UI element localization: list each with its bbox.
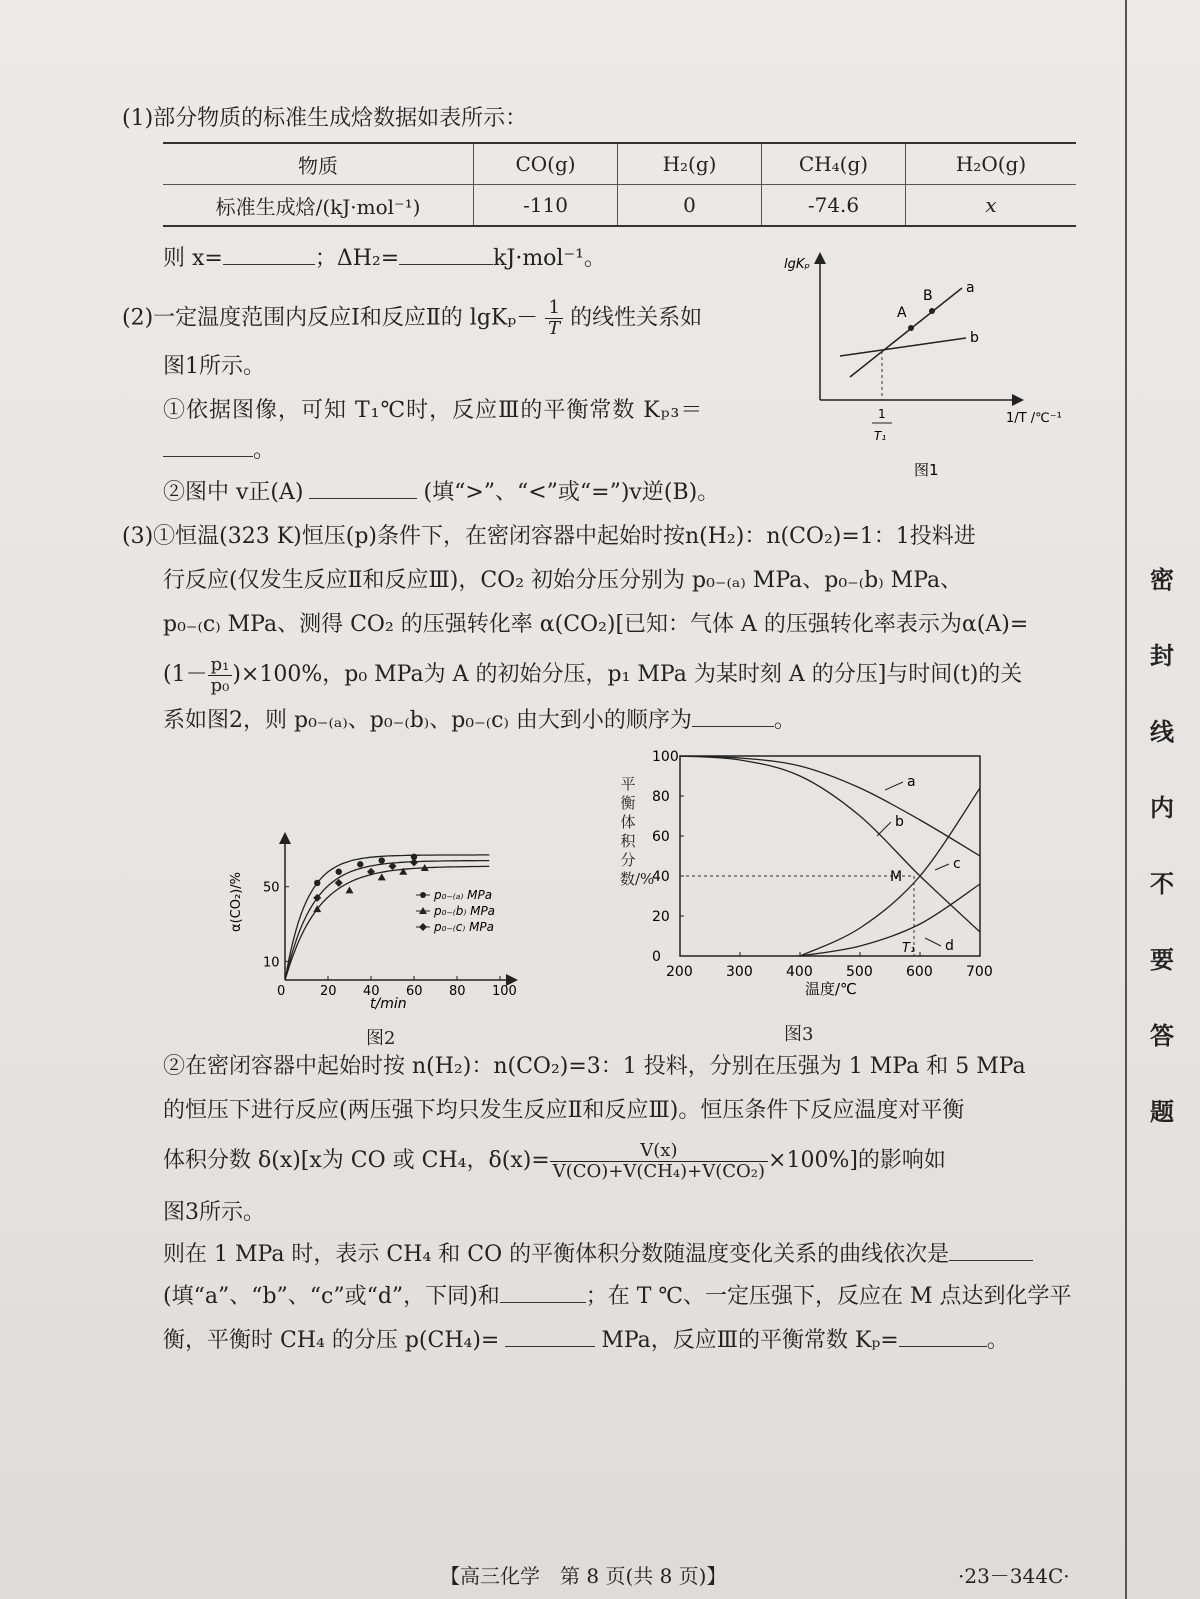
table-header-cell: 物质 — [163, 143, 474, 185]
q2-line1-text: (2)一定温度范围内反应Ⅰ和反应Ⅱ的 lgKₚ－ — [122, 305, 539, 331]
fig2-point — [357, 861, 363, 867]
q1-answer-unit: kJ·mol⁻¹。 — [493, 246, 606, 271]
legend-item-c: p₀₋₍c₎ MPa — [434, 920, 495, 934]
table-header-row — [163, 143, 1076, 185]
table-header-cell: H₂(g) — [618, 143, 762, 185]
table-header-cell: CO(g) — [474, 143, 618, 185]
enthalpy-table — [163, 142, 1076, 227]
fig3-label-arrow — [925, 938, 941, 946]
q3-p2-line3-right: ×100%]的影响如 — [768, 1148, 946, 1173]
fig1-line-a — [850, 288, 962, 377]
one-over-t-fraction — [545, 298, 563, 339]
fig3-y-tick-label: 20 — [652, 909, 670, 925]
legend-item-a: p₀₋₍ₐ₎ MPa — [434, 888, 493, 902]
q1-intro: (1)部分物质的标准生成焓数据如表所示： — [122, 106, 528, 131]
table-header-cell: CH₄(g) — [762, 143, 906, 185]
fig2-x-label: t/min — [370, 996, 407, 1012]
q1-answer-dh-label: ；ΔH₂= — [314, 246, 400, 271]
answer-blank-dh2[interactable] — [399, 244, 493, 265]
q3-p2-line6 — [163, 1282, 1072, 1312]
answer-blank-order[interactable] — [692, 706, 774, 727]
fig1-caption: 图1 — [914, 461, 939, 479]
q3-line5 — [163, 706, 796, 736]
legend-item-b: p₀₋₍b₎ MPa — [434, 904, 496, 918]
frac-num: p₁ — [208, 655, 233, 676]
seal-char: 线 — [1150, 717, 1174, 746]
fig1-y-label: lgKₚ — [784, 257, 810, 272]
q3-p2-line3-left: 体积分数 δ(x)[x为 CO 或 CH₄，δ(x)= — [163, 1148, 550, 1173]
answer-blank-rate[interactable] — [309, 478, 417, 499]
fig3-point-m: M — [890, 869, 903, 885]
fig2-x-tick-label: 80 — [449, 984, 466, 999]
frac-den: T — [548, 318, 561, 339]
q2-line1-tail: 的线性关系如 — [570, 305, 703, 331]
figure-1 — [780, 250, 1080, 480]
q3-line4 — [163, 654, 1022, 696]
q3-p2-line4: 图3所示。 — [163, 1200, 265, 1225]
table-cell: -110 — [474, 185, 618, 227]
fig3-x-tick-label: 300 — [726, 964, 753, 980]
q3-p2-line6-right: ；在 T ℃、一定压强下，反应在 M 点达到化学平 — [585, 1284, 1072, 1309]
page-footer: 【高三化学 第 8 页(共 8 页)】 — [440, 1564, 727, 1588]
frac-den: p₀ — [210, 674, 230, 696]
q3-p2-line3 — [163, 1138, 946, 1184]
seal-line-notice — [1148, 542, 1176, 1150]
fig1-point-b — [929, 308, 935, 314]
fig2-caption: 图2 — [366, 1028, 396, 1049]
fig3-x-tick-label: 600 — [906, 964, 933, 980]
table-cell: -74.6 — [762, 185, 906, 227]
q2-line1 — [122, 298, 702, 339]
answer-blank-ch4-curve[interactable] — [949, 1240, 1033, 1261]
fig3-x-tick-label: 400 — [786, 964, 813, 980]
q3-p2-line1: ②在密闭容器中起始时按 n(H₂)：n(CO₂)=3：1 投料，分别在压强为 1 MPa 和 5 MPa — [163, 1054, 1026, 1079]
q3-line5-text: 系如图2，则 p₀₋₍ₐ₎、p₀₋₍b₎、p₀₋₍c₎ 由大到小的顺序为 — [163, 708, 692, 733]
answer-blank-x[interactable] — [223, 244, 315, 265]
seal-char: 不 — [1150, 869, 1174, 898]
fig3-curve-label-a: a — [907, 774, 916, 790]
q1-answer-line — [163, 244, 606, 274]
fig2-point — [314, 880, 320, 886]
frac-num: V(x) — [550, 1141, 768, 1162]
figure-2 — [210, 830, 540, 1020]
q3-p2-line7 — [163, 1326, 1009, 1356]
q3-line2: 行反应(仅发生反应Ⅱ和反应Ⅲ)，CO₂ 初始分压分别为 p₀₋₍ₐ₎ MPa、p₀₋₍b₎ MPa、 — [163, 568, 963, 593]
fig2-y-label: α(CO₂)/% — [229, 872, 244, 932]
fig3-curve-label-d: d — [945, 938, 954, 954]
fig2-point — [336, 869, 342, 875]
fig3-caption: 图3 — [784, 1024, 814, 1045]
q3-p2-line7-left: 衡，平衡时 CH₄ 的分压 p(CH₄)= — [163, 1328, 500, 1353]
fig2-y-tick-label: 50 — [263, 880, 280, 896]
figure-3 — [605, 748, 1015, 1018]
fig3-x-label: 温度/℃ — [805, 980, 857, 998]
table-row — [163, 185, 1076, 227]
seal-char: 内 — [1150, 793, 1174, 822]
fig1-tick-den: T₁ — [874, 429, 887, 443]
page-code: ·23－344C· — [958, 1564, 1070, 1588]
q2-line2: 图1所示。 — [163, 354, 265, 379]
q1-answer-x-label: 则 x= — [163, 246, 223, 271]
q3-p2-line7-end: 。 — [986, 1328, 1009, 1353]
fig1-label-a-point: A — [897, 305, 907, 321]
q2-sub1-answer — [163, 436, 275, 466]
seal-char: 要 — [1150, 945, 1174, 974]
fig3-curve-a — [680, 756, 980, 856]
fig3-y-tick-label: 100 — [652, 749, 679, 765]
table-cell: x — [906, 185, 1077, 227]
table-header-cell: H₂O(g) — [906, 143, 1077, 185]
fig3-x-tick-label: 700 — [966, 964, 993, 980]
fig3-ticks — [652, 749, 993, 980]
fig3-y-tick-label: 80 — [652, 789, 670, 805]
answer-blank-pch4[interactable] — [505, 1326, 595, 1347]
fig1-line-b — [840, 338, 966, 356]
fig1-line-b-label: b — [970, 330, 979, 346]
fig3-t1-label: T₁ — [902, 941, 916, 956]
q3-p2-line6-left: (填“a”、“b”、“c”或“d”，下同)和 — [163, 1284, 500, 1309]
q3-p2-line5 — [163, 1240, 1033, 1270]
fig2-x-tick-label: 20 — [320, 984, 337, 999]
fig3-label-arrow — [885, 782, 903, 790]
fig2-point — [346, 886, 354, 893]
q2-sub1-end: 。 — [253, 438, 276, 463]
fig3-curve-label-b: b — [895, 814, 904, 830]
fig2-legend — [416, 888, 495, 934]
q3-p2-line5-text: 则在 1 MPa 时，表示 CH₄ 和 CO 的平衡体积分数随温度变化关系的曲线依次是 — [163, 1242, 950, 1267]
q2-sub2 — [163, 478, 719, 508]
q2-sub2-left: ②图中 v正(A) — [163, 480, 304, 505]
q3-line4-right: )×100%，p₀ MPa为 A 的初始分压，p₁ MPa 为某时刻 A 的分压]与时间(t)的关 — [232, 662, 1023, 687]
fig2-point — [378, 873, 386, 880]
q3-line5-end: 。 — [773, 708, 796, 733]
fig3-x-tick-label: 200 — [666, 964, 693, 980]
frac-den: V(CO)+V(CH₄)+V(CO₂) — [552, 1160, 766, 1182]
fig3-y-tick-label: 40 — [652, 869, 670, 885]
seal-char: 题 — [1150, 1097, 1174, 1126]
table-row-label: 标准生成焓/(kJ·mol⁻¹) — [163, 185, 474, 227]
fig3-x-tick-label: 500 — [846, 964, 873, 980]
fig2-point — [379, 857, 385, 863]
seal-char: 封 — [1150, 641, 1174, 670]
frac-num: 1 — [545, 298, 563, 319]
fig1-tick-num: 1 — [878, 407, 886, 421]
q3-line4-left: (1－ — [163, 662, 208, 687]
q3-p2-line2: 的恒压下进行反应(两压强下均只发生反应Ⅱ和反应Ⅲ)。恒压条件下反应温度对平衡 — [163, 1098, 965, 1123]
answer-blank-kp3[interactable] — [163, 436, 253, 457]
q3-line3: p₀₋₍c₎ MPa、测得 CO₂ 的压强转化率 α(CO₂)[已知：气体 A 的压强转化率表示为α(A)= — [163, 612, 1029, 637]
fig3-label-arrow — [877, 822, 891, 836]
table-cell: 0 — [618, 185, 762, 227]
fig1-x-label: 1/T /℃⁻¹ — [1006, 411, 1062, 426]
fig1-point-a — [908, 325, 914, 331]
fig1-label-b-point: B — [923, 288, 933, 304]
fig3-y-tick-label: 60 — [652, 829, 670, 845]
fig1-line-a-label: a — [966, 280, 975, 296]
fig3-curve-label-c: c — [953, 856, 961, 872]
seal-char: 答 — [1150, 1021, 1174, 1050]
fig2-x-tick-label: 60 — [406, 984, 423, 999]
fig2-point — [410, 858, 418, 866]
fig3-curve-b — [680, 756, 980, 932]
fig3-y-tick-label: 0 — [652, 949, 661, 965]
fig3-label-arrow — [935, 864, 949, 870]
fig2-y-tick-label: 10 — [263, 955, 280, 971]
fig3-y-label: 平衡体积分数/% — [620, 775, 655, 888]
q3-line1: (3)①恒温(323 K)恒压(p)条件下，在密闭容器中起始时按n(H₂)：n(CO₂)=1：1投料进 — [122, 524, 976, 549]
q2-sub1: ①依据图像，可知 T₁℃时，反应Ⅲ的平衡常数 Kₚ₃＝ — [163, 398, 704, 423]
seal-char: 密 — [1150, 565, 1174, 594]
q3-p2-line7-mid: MPa，反应Ⅲ的平衡常数 Kₚ= — [601, 1328, 899, 1353]
fig3-series — [680, 756, 980, 956]
delta-x-fraction — [550, 1141, 768, 1182]
fig2-x-tick-label: 100 — [492, 984, 517, 999]
q2-sub2-right: (填“>”、“<”或“=”)v逆(B)。 — [423, 480, 720, 505]
answer-blank-kp[interactable] — [899, 1326, 987, 1347]
fig2-x-tick-label: 40 — [363, 984, 380, 999]
p1-over-p0-fraction — [208, 655, 233, 696]
fig2-x-tick-label: 0 — [277, 984, 286, 999]
answer-blank-co-curve[interactable] — [500, 1282, 586, 1303]
